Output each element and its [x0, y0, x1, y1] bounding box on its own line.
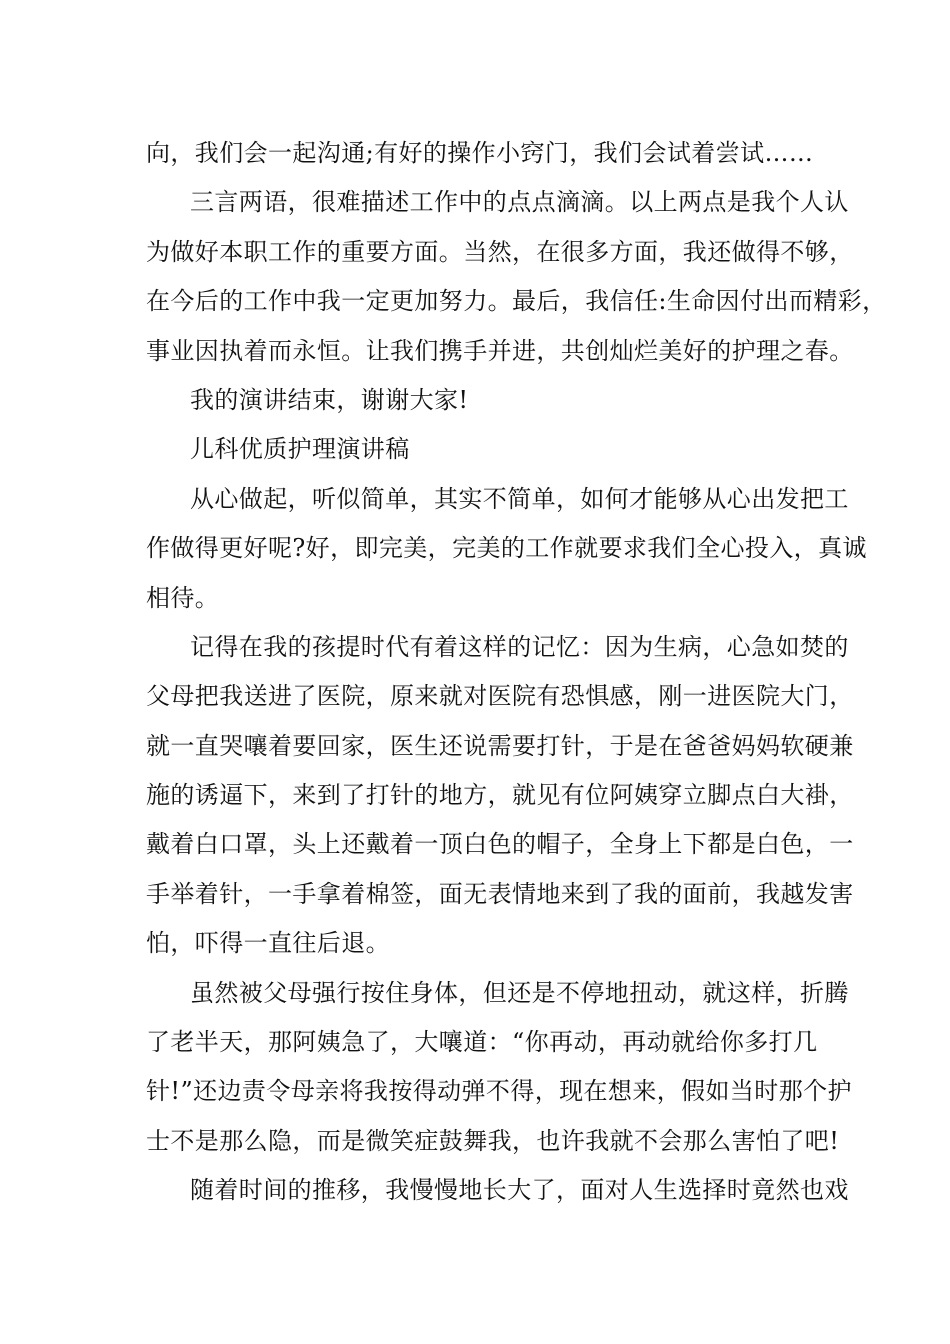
body-text — [146, 129, 887, 1216]
text-line: 父母把我送进了医院，原来就对医院有恐惧感，刚一进医院大门， — [146, 682, 854, 711]
text-line: 三言两语，很难描述工作中的点点滴滴。以上两点是我个人认 — [190, 188, 849, 217]
text-line: 为做好本职工作的重要方面。当然，在很多方面，我还做得不够， — [146, 237, 854, 266]
text-line: 向，我们会一起沟通;有好的操作小窍门，我们会试着尝试…… — [146, 139, 814, 167]
text-line: 相待。 — [146, 583, 220, 612]
text-line: 手举着针，一手拿着棉签，面无表情地来到了我的面前，我越发害 — [146, 879, 854, 908]
text-line: 我的演讲结束，谢谢大家! — [190, 385, 469, 414]
text-line: 虽然被父母强行按住身体，但还是不停地扭动，就这样，折腾 — [190, 978, 849, 1007]
text-line: 针!”还边责令母亲将我按得动弹不得，现在想来，假如当时那个护 — [146, 1077, 852, 1106]
text-line: 怕，吓得一直往后退。 — [146, 929, 390, 958]
text-line: 从心做起，听似简单，其实不简单，如何才能够从心出发把工 — [190, 484, 849, 513]
text-line: 就一直哭嚷着要回家，医生还说需要打针，于是在爸爸妈妈软硬兼 — [146, 731, 854, 760]
text-line: 在今后的工作中我一定更加努力。最后，我信任:生命因付出而精彩， — [146, 287, 887, 316]
text-line: 士不是那么隐，而是微笑症鼓舞我，也许我就不会那么害怕了吧! — [146, 1126, 840, 1155]
text-line: 随着时间的推移，我慢慢地长大了，面对人生选择时竟然也戏 — [190, 1176, 849, 1205]
text-line: 作做得更好呢?好，即完美，完美的工作就要求我们全心投入，真诚 — [146, 534, 867, 563]
text-line: 戴着白口罩，头上还戴着一顶白色的帽子，全身上下都是白色，一 — [146, 830, 854, 859]
text-line: 事业因执着而永恒。让我们携手并进，共创灿烂美好的护理之春。 — [146, 336, 854, 365]
section-heading: 儿科优质护理演讲稿 — [190, 435, 410, 464]
text-line: 了老半天，那阿姨急了，大嚷道：“你再动，再动就给你多打几 — [146, 1028, 818, 1057]
text-line: 施的诱逼下，来到了打针的地方，就见有位阿姨穿立脚点白大褂， — [146, 781, 854, 810]
text-line: 记得在我的孩提时代有着这样的记忆：因为生病，心急如焚的 — [190, 632, 849, 661]
